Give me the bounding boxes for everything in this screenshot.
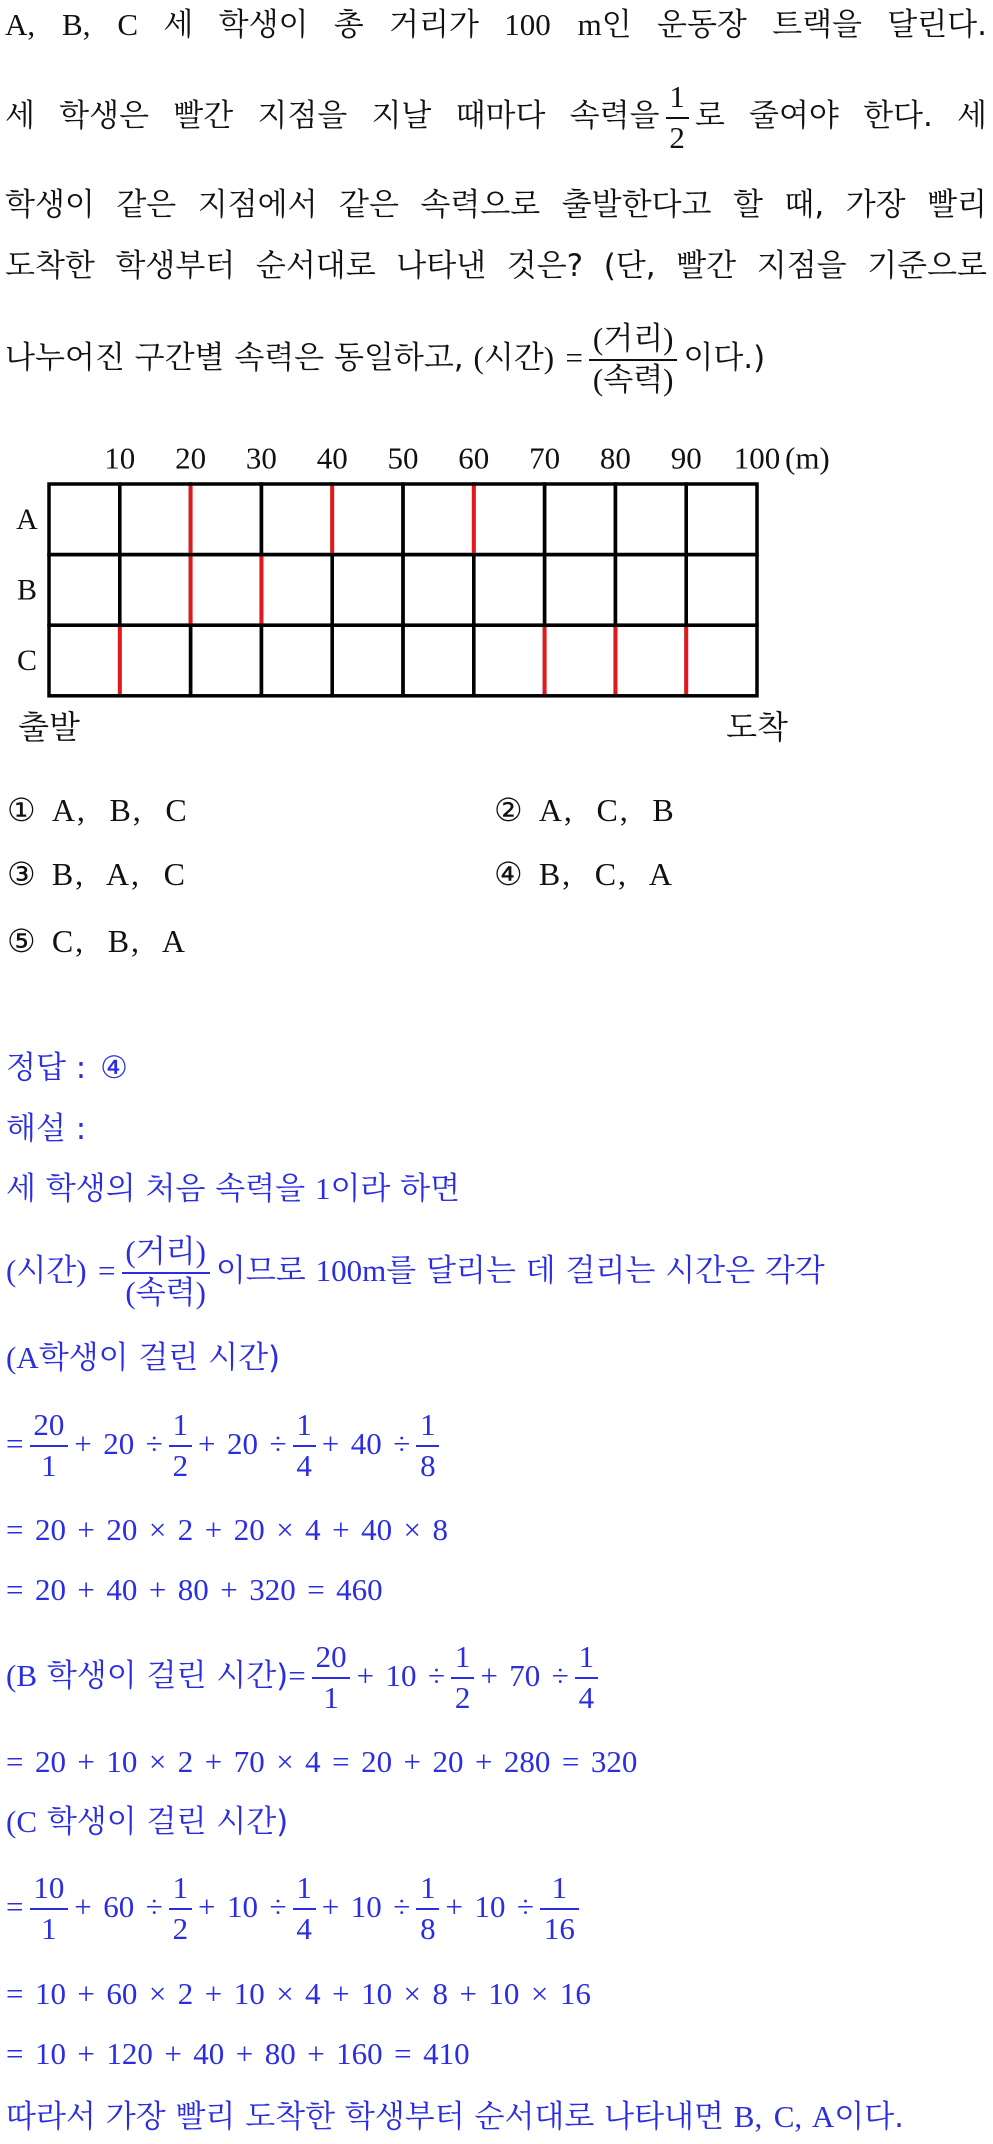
fraction xyxy=(122,1234,210,1311)
student-a-step-2 xyxy=(6,1505,988,1555)
text-segment: 이다. xyxy=(834,2099,905,2135)
distance-tick-label: 50 xyxy=(387,440,419,476)
problem-line-2 xyxy=(5,72,987,160)
solution-intro xyxy=(6,1164,988,1214)
track-cell xyxy=(474,484,545,555)
track-cell xyxy=(332,555,403,626)
math-segment: + 60 ÷ xyxy=(74,1889,163,1924)
math-segment: + 20 ÷ xyxy=(198,1426,287,1461)
solution-time-formula xyxy=(6,1224,988,1318)
math-segment: (시간) = xyxy=(6,1253,116,1288)
fraction-bar xyxy=(30,1908,68,1910)
fraction-bar xyxy=(30,1445,68,1447)
finish-label: 도착 xyxy=(726,708,788,746)
math-segment: = 20 + 10 × 2 + 70 × 4 = 20 + 20 + 280 = 320 xyxy=(6,1744,638,1779)
fraction xyxy=(451,1639,474,1716)
fraction-bar xyxy=(666,117,689,119)
track-cell xyxy=(49,625,120,696)
fraction-numerator: 1 xyxy=(296,1407,312,1442)
text-segment: 세 학생은 빨간 지점을 지날 때마다 속력을 xyxy=(5,98,660,134)
choice-text: A, C, B xyxy=(538,792,676,828)
math-segment: B, C, A xyxy=(733,2099,835,2134)
distance-tick-label: 90 xyxy=(670,440,702,476)
distance-tick-label: 20 xyxy=(175,440,207,476)
answer-value: ④ xyxy=(100,1050,128,1086)
problem-line-3 xyxy=(5,180,987,230)
fraction-denominator: 1 xyxy=(41,1911,57,1947)
fraction-numerator: 20 xyxy=(315,1639,347,1674)
fraction xyxy=(575,1639,598,1716)
fraction-bar xyxy=(416,1445,439,1447)
text-segment: 로 줄여야 한다. 세 xyxy=(694,98,987,134)
fraction-denominator: 1 xyxy=(41,1448,57,1484)
fraction xyxy=(666,79,689,156)
track-cell xyxy=(474,555,545,626)
fraction-bar xyxy=(575,1677,598,1679)
text-segment: 인 운동장 트랙을 달린다. xyxy=(601,7,987,43)
track-cell xyxy=(261,484,332,555)
text-segment: 학생이 걸린 시간) xyxy=(38,1340,281,1376)
math-segment: + 70 ÷ xyxy=(480,1658,569,1693)
track-cell xyxy=(686,555,757,626)
explanation-label: 해설 : xyxy=(6,1111,87,1147)
math-segment: = 10 + 60 × 2 + 10 × 4 + 10 × 8 + 10 × 16 xyxy=(6,1976,591,2011)
fraction xyxy=(169,1407,192,1484)
fraction-bar xyxy=(169,1908,192,1910)
text-segment: 학생이 걸린 시간) xyxy=(37,1804,289,1840)
solution-conclusion xyxy=(6,2094,988,2140)
text-segment: 학생이 걸린 시간) xyxy=(37,1658,289,1694)
fraction xyxy=(30,1407,68,1484)
choice-1 xyxy=(7,785,477,835)
fraction-denominator: 1 xyxy=(323,1680,339,1716)
fraction-bar xyxy=(122,1272,210,1274)
student-a-step-3 xyxy=(6,1565,988,1615)
track-cell xyxy=(686,625,757,696)
track-cell xyxy=(403,625,474,696)
track-cell xyxy=(261,625,332,696)
track-cell xyxy=(49,484,120,555)
choice-5 xyxy=(7,916,477,966)
student-c-step-2 xyxy=(6,1969,988,2019)
track-diagram xyxy=(0,430,860,760)
answer-line xyxy=(6,1043,988,1093)
math-segment: (시간) = xyxy=(473,340,584,375)
track-cell xyxy=(120,555,191,626)
distance-tick-label: 70 xyxy=(529,440,561,476)
track-row-label: B xyxy=(16,573,38,607)
fraction-numerator: 1 xyxy=(172,1407,189,1442)
fraction-denominator: 4 xyxy=(578,1680,595,1716)
math-segment: + 10 ÷ xyxy=(321,1889,411,1924)
choice-number: ③ xyxy=(7,855,36,893)
text-segment: 나누어진 구간별 속력은 동일하고, xyxy=(5,340,474,376)
math-segment: = xyxy=(288,1658,306,1693)
fraction-numerator: 20 xyxy=(33,1407,65,1442)
choice-number: ② xyxy=(494,791,523,829)
track-cell xyxy=(191,555,262,626)
text-segment: 학생이 같은 지점에서 같은 속력으로 출발한다고 할 때, 가장 빨리 xyxy=(5,187,987,223)
fraction-denominator: 4 xyxy=(296,1911,312,1947)
fraction-numerator: 1 xyxy=(296,1870,312,1905)
fraction-numerator: 1 xyxy=(551,1870,568,1905)
math-segment: (C xyxy=(6,1804,37,1839)
fraction-numerator: 10 xyxy=(33,1870,65,1905)
track-cell xyxy=(686,484,757,555)
student-c-step-1 xyxy=(6,1863,988,1951)
text-segment: 이므로 xyxy=(215,1253,316,1289)
choice-text: A, B, C xyxy=(51,792,189,828)
fraction-denominator: (속력) xyxy=(125,1275,206,1311)
fraction-denominator: 2 xyxy=(172,1911,189,1947)
text-segment: 이라 하면 xyxy=(330,1171,461,1207)
fraction-denominator: 2 xyxy=(454,1680,471,1716)
student-b-step-2 xyxy=(6,1737,988,1787)
fraction-denominator: 8 xyxy=(420,1911,436,1947)
fraction-numerator: 1 xyxy=(420,1407,436,1442)
distance-tick-label: 30 xyxy=(245,440,277,476)
problem-line-1 xyxy=(5,0,987,50)
math-segment: (A xyxy=(6,1340,39,1375)
fraction-denominator: 2 xyxy=(669,120,685,156)
track-cell xyxy=(191,625,262,696)
track-cell xyxy=(261,555,332,626)
choice-text: C, B, A xyxy=(51,923,187,959)
fraction xyxy=(312,1639,350,1716)
math-segment: = 20 + 20 × 2 + 20 × 4 + 40 × 8 xyxy=(6,1512,448,1547)
choice-text: B, A, C xyxy=(51,856,187,892)
track-cell xyxy=(545,625,616,696)
track-row-label: C xyxy=(16,644,38,677)
math-segment: = 20 + 40 + 80 + 320 = 460 xyxy=(6,1572,383,1607)
choice-number: ④ xyxy=(494,855,523,893)
track-cell xyxy=(615,625,686,696)
track-cell xyxy=(49,555,120,626)
distance-tick-label: 40 xyxy=(316,440,348,476)
track-cell xyxy=(332,625,403,696)
fraction xyxy=(293,1870,316,1947)
choice-3 xyxy=(7,849,477,899)
distance-tick-label: 100 xyxy=(733,440,781,476)
track-cell xyxy=(615,484,686,555)
track-cell xyxy=(403,484,474,555)
distance-tick-label: 60 xyxy=(458,440,490,476)
fraction xyxy=(416,1870,439,1947)
fraction-bar xyxy=(169,1445,192,1447)
choice-number: ⑤ xyxy=(7,922,36,960)
start-label: 출발 xyxy=(18,708,80,746)
student-b-heading xyxy=(6,1658,288,1694)
student-c-step-3 xyxy=(6,2029,988,2079)
fraction-bar xyxy=(451,1677,474,1679)
text-segment: 도착한 학생부터 순서대로 나타낸 것은? (단, 빨간 지점을 기준으로 xyxy=(5,248,987,284)
fraction-denominator: 16 xyxy=(543,1911,575,1947)
distance-tick-label: 10 xyxy=(104,440,136,476)
student-b-line-1 xyxy=(6,1632,988,1720)
track-cell xyxy=(474,625,545,696)
text-segment: 따라서 가장 빨리 도착한 학생부터 순서대로 나타내면 xyxy=(6,2099,734,2135)
text-segment: 세 학생의 처음 속력을 xyxy=(6,1171,315,1207)
student-a-heading xyxy=(6,1333,988,1383)
fraction xyxy=(169,1870,192,1947)
text-segment: 를 달리는 데 걸리는 시간은 각각 xyxy=(386,1253,825,1289)
choice-text: B, C, A xyxy=(538,856,674,892)
fraction xyxy=(293,1407,316,1484)
fraction-bar xyxy=(293,1908,316,1910)
track-cell xyxy=(615,555,686,626)
fraction-denominator: 8 xyxy=(420,1448,436,1484)
track-cell xyxy=(545,555,616,626)
fraction-bar xyxy=(293,1445,316,1447)
fraction-numerator: 1 xyxy=(420,1870,436,1905)
student-a-step-1 xyxy=(6,1400,988,1488)
answer-label: 정답 : xyxy=(6,1050,87,1086)
fraction-bar xyxy=(540,1908,578,1910)
math-segment: (B xyxy=(6,1658,37,1693)
track-row-label: A xyxy=(16,502,38,536)
choice-number: ① xyxy=(7,791,36,829)
student-b-step-1 xyxy=(288,1639,604,1716)
fraction-denominator: 4 xyxy=(296,1448,312,1484)
distance-unit-label: (m) xyxy=(785,440,830,476)
text-segment: 세 학생이 총 거리가 xyxy=(138,7,505,43)
math-segment: 1 xyxy=(314,1171,331,1206)
fraction-bar xyxy=(589,359,677,361)
math-segment: + 10 ÷ xyxy=(356,1658,446,1693)
math-segment: A, B, C xyxy=(5,7,139,42)
track-cell xyxy=(120,625,191,696)
choice-2 xyxy=(494,785,964,835)
fraction xyxy=(589,321,677,398)
fraction-numerator: 1 xyxy=(172,1870,189,1905)
fraction xyxy=(416,1407,439,1484)
text-segment: 이다.) xyxy=(683,340,766,376)
math-segment: 100 m xyxy=(504,7,602,42)
fraction-bar xyxy=(416,1908,439,1910)
track-cell xyxy=(332,484,403,555)
math-segment: + 10 ÷ xyxy=(198,1889,287,1924)
fraction-numerator: (거리) xyxy=(592,321,674,356)
student-c-heading xyxy=(6,1797,988,1847)
choice-4 xyxy=(494,849,964,899)
math-segment: + 10 ÷ xyxy=(445,1889,534,1924)
fraction-denominator: (속력) xyxy=(592,362,674,398)
fraction-bar xyxy=(312,1677,350,1679)
math-segment: = xyxy=(6,1889,24,1924)
fraction-numerator: (거리) xyxy=(125,1234,206,1269)
problem-line-5 xyxy=(5,310,987,406)
problem-line-4 xyxy=(5,241,987,291)
fraction xyxy=(30,1870,68,1947)
fraction-numerator: 1 xyxy=(578,1639,595,1674)
math-segment: + 20 ÷ xyxy=(74,1426,163,1461)
math-segment: 100m xyxy=(315,1253,387,1288)
track-cell xyxy=(191,484,262,555)
math-segment: + 40 ÷ xyxy=(321,1426,411,1461)
fraction-numerator: 1 xyxy=(454,1639,471,1674)
track-cell xyxy=(403,555,474,626)
track-cell xyxy=(545,484,616,555)
distance-tick-label: 80 xyxy=(599,440,631,476)
math-segment: = xyxy=(6,1426,24,1461)
fraction xyxy=(540,1870,578,1947)
fraction-denominator: 2 xyxy=(172,1448,189,1484)
fraction-numerator: 1 xyxy=(669,79,685,114)
math-segment: = 10 + 120 + 40 + 80 + 160 = 410 xyxy=(6,2036,470,2071)
track-cell xyxy=(120,484,191,555)
